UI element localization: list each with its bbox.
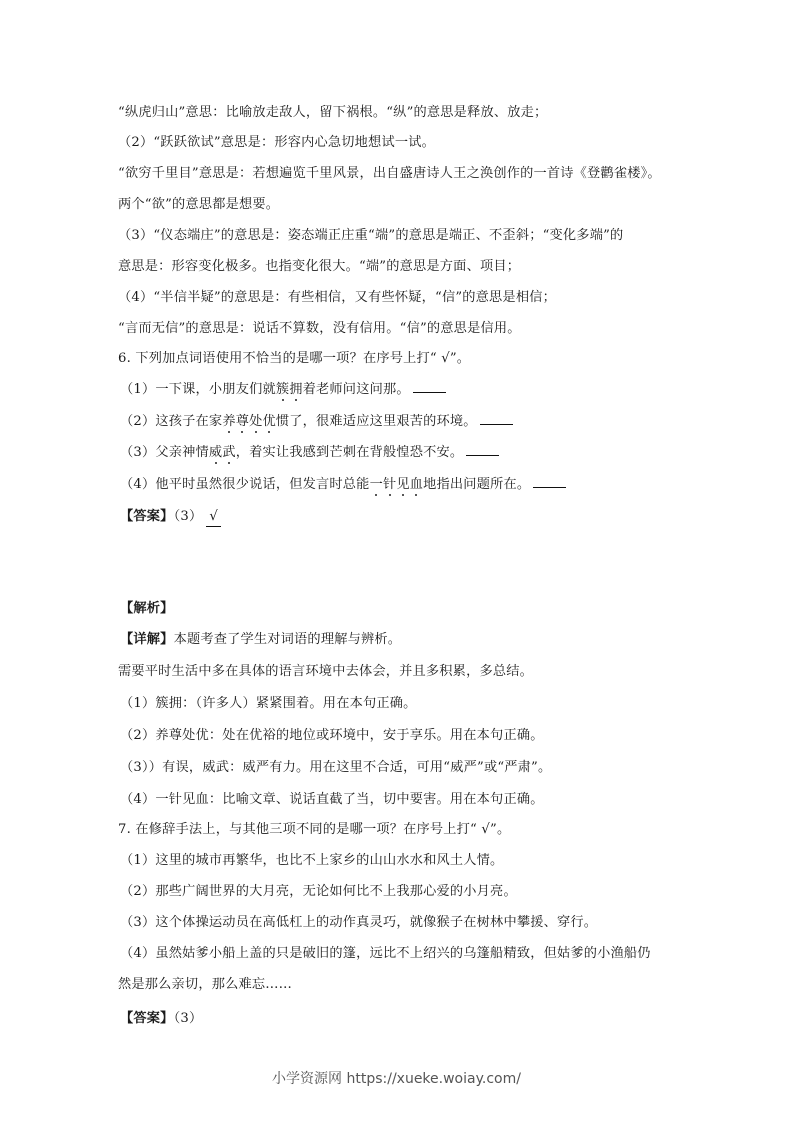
- paragraph: 两个“欲”的意思都是想要。: [118, 197, 280, 212]
- emphasis-dot-char: 威: [208, 445, 223, 460]
- paragraph: “纵虎归山”意思：比喻放走敌人，留下祸根。“纵”的意思是释放、放走；: [118, 105, 548, 120]
- emphasis-dot-char: 养: [222, 414, 236, 429]
- option-text: （4）他平时虽然很少说话，但发言时总能: [120, 477, 370, 492]
- detail-text: 本题考查了学生对词语的理解与辨析。: [173, 632, 402, 647]
- dotted-word: [209, 445, 236, 460]
- check-mark-icon: √: [206, 508, 221, 527]
- question-6-option-3: [120, 443, 499, 462]
- analysis-label: [120, 600, 174, 618]
- paragraph: （4）“半信半疑”的意思是：有些相信，又有些怀疑，“信”的意思是相信；: [118, 290, 556, 305]
- detail-label: 【详解】: [120, 632, 174, 647]
- option-text: （1）一下课，小朋友们就: [120, 382, 276, 397]
- emphasis-dot-char: 血: [409, 477, 424, 492]
- analysis-line: （1）簇拥：（许多人）紧紧围着。用在本句正确。: [120, 696, 417, 711]
- question-6-stem: 6. 下列加点词语使用不恰当的是哪一项？在序号上打“ √”。: [118, 351, 471, 366]
- dotted-word: [370, 477, 424, 492]
- analysis-line: 需要平时生活中多在具体的语言环境中去体会，并且多积累，多总结。: [118, 664, 534, 679]
- question-7-option-3: （3）这个体操运动员在高低杠上的动作真灵巧，就像猴子在树林中攀援、穿行。: [120, 915, 598, 930]
- question-7-option-1: （1）这里的城市再繁华，也比不上家乡的山山水水和风土人情。: [120, 853, 504, 868]
- paragraph: “欲穷千里目”意思是：若想遍览千里风景，出自盛唐诗人王之涣创作的一首诗《登鹳雀楼》。: [118, 166, 661, 181]
- option-text: 惯了，很难适应这里艰苦的环境。: [275, 414, 477, 429]
- paragraph: 意思是：形容变化极多。也指变化很大。“端”的意思是方面、项目；: [118, 259, 521, 274]
- answer-blank[interactable]: [466, 443, 499, 456]
- emphasis-dot-char: 尊: [235, 414, 250, 429]
- paragraph: “言而无信”的意思是：说话不算数，没有信用。“信”的意思是信用。: [118, 321, 521, 336]
- dotted-word: [222, 414, 276, 429]
- question-7-option-4-cont: 然是那么亲切，那么难忘……: [118, 977, 293, 992]
- footer-watermark: 小学资源网 https://xueke.woiay.com/: [272, 1071, 521, 1087]
- analysis-line: （3））有误，威武：威严有力。用在这里不合适，可用“威严”或“严肃”。: [120, 760, 552, 775]
- question-7-option-4: （4）虽然姑爹小船上盖的只是破旧的篷，远比不上绍兴的乌篷船精致，但姑爹的小渔船仍: [120, 946, 651, 961]
- answer-blank[interactable]: [480, 412, 513, 425]
- question-7-stem: 7. 在修辞手法上，与其他三项不同的是哪一项？在序号上打“ √”。: [118, 822, 511, 837]
- emphasis-dot-char: 优: [262, 414, 276, 429]
- detail-line: [120, 631, 401, 649]
- answer-blank[interactable]: [533, 475, 566, 488]
- option-text: ，着实让我感到芒刺在背般惶恐不安。: [235, 445, 464, 460]
- answer-blank[interactable]: [413, 380, 446, 393]
- question-6-option-2: [120, 412, 513, 431]
- answer-label: 【答案】: [120, 509, 174, 524]
- emphasis-dot-char: 一: [369, 477, 383, 492]
- option-text: 地指出问题所在。: [423, 477, 531, 492]
- emphasis-dot-char: 见: [396, 477, 410, 492]
- analysis-heading: 【解析】: [120, 601, 174, 616]
- question-6-answer: [120, 508, 221, 527]
- answer-label: 【答案】: [120, 1011, 174, 1026]
- emphasis-dot-char: 针: [382, 477, 397, 492]
- emphasis-dot-char: 处: [249, 414, 263, 429]
- dotted-word: [276, 382, 303, 397]
- option-text: 着老师问这问那。: [302, 382, 410, 397]
- analysis-line: （2）养尊处优：处在优裕的地位或环境中，安于享乐。用在本句正确。: [120, 728, 544, 743]
- analysis-line: （4）一针见血：比喻文章、说话直截了当，切中要害。用在本句正确。: [120, 792, 544, 807]
- emphasis-dot-char: 武: [222, 445, 236, 460]
- question-7-option-2: （2）那些广阔世界的大月亮，无论如何比不上我那心爱的小月亮。: [120, 884, 517, 899]
- question-6-option-4: [120, 475, 566, 494]
- emphasis-dot-char: 拥: [289, 382, 303, 397]
- emphasis-dot-char: 簇: [275, 382, 290, 397]
- paragraph: （2）“跃跃欲试”意思是：形容内心急切地想试一试。: [118, 135, 435, 150]
- question-6-option-1: [120, 380, 446, 399]
- question-7-answer: [120, 1010, 202, 1028]
- option-text: （2）这孩子在家: [120, 414, 223, 429]
- answer-value: （3）: [173, 509, 203, 524]
- answer-value: （3）: [173, 1011, 203, 1026]
- option-text: （3）父亲神情: [120, 445, 209, 460]
- paragraph: （3）“仪态端庄”的意思是：姿态端正庄重“端”的意思是端正、不歪斜；“变化多端”的: [118, 228, 624, 243]
